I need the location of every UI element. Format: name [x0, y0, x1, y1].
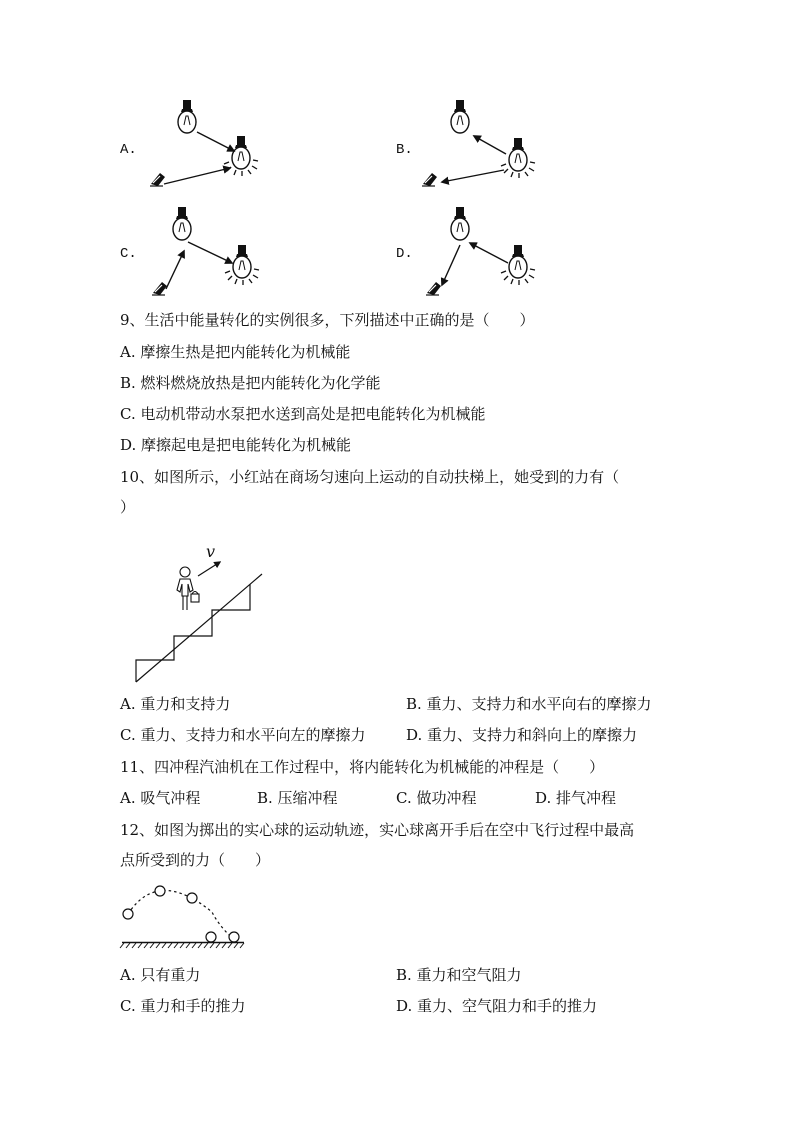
q10-option-c: C. 重力、支持力和水平向左的摩擦力	[120, 726, 366, 744]
q9-option-c: C. 电动机带动水泵把水送到高处是把电能转化为机械能	[120, 405, 486, 423]
q10-option-d: D. 重力、支持力和斜向上的摩擦力	[406, 726, 638, 744]
q12-option-a: A. 只有重力	[120, 966, 201, 984]
q11-option-a: A. 吸气冲程	[120, 789, 201, 807]
q11-stem: 11、四冲程汽油机在工作过程中，将内能转化为机械能的冲程是（ ）	[120, 758, 605, 776]
q11-option-d: D. 排气冲程	[535, 789, 617, 807]
q12-stem-line1: 12、如图为掷出的实心球的运动轨迹，实心球离开手后在空中飞行过程中最高	[120, 821, 635, 839]
q8-option-d-diagram	[420, 205, 550, 300]
q12-trajectory-figure	[118, 878, 248, 953]
q12-option-b: B. 重力和空气阻力	[396, 966, 522, 984]
q8-option-b-diagram	[420, 98, 550, 193]
q8-option-d-label: D.	[396, 246, 413, 262]
q10-option-a: A. 重力和支持力	[120, 695, 231, 713]
q9-option-d: D. 摩擦起电是把电能转化为机械能	[120, 436, 352, 454]
q8-option-a-diagram	[150, 98, 280, 193]
q10-option-b: B. 重力、支持力和水平向右的摩擦力	[406, 695, 652, 713]
q12-stem-line2: 点所受到的力（ ）	[120, 851, 271, 869]
q8-option-a-label: A.	[120, 142, 137, 158]
q12-option-c: C. 重力和手的推力	[120, 997, 246, 1015]
q11-option-c: C. 做功冲程	[396, 789, 477, 807]
velocity-label: v	[206, 542, 216, 561]
q12-option-d: D. 重力、空气阻力和手的推力	[396, 997, 598, 1015]
q10-stem-line2: ）	[120, 498, 136, 516]
q8-option-c-diagram	[150, 205, 280, 300]
q9-option-a: A. 摩擦生热是把内能转化为机械能	[120, 343, 351, 361]
q10-stem-line1: 10、如图所示，小红站在商场匀速向上运动的自动扶梯上，她受到的力有（	[120, 468, 620, 486]
q9-stem: 9、生活中能量转化的实例很多，下列描述中正确的是（ ）	[120, 311, 535, 329]
q11-option-b: B. 压缩冲程	[257, 789, 338, 807]
q10-escalator-figure	[130, 538, 270, 688]
q8-option-c-label: C.	[120, 246, 137, 262]
q8-option-b-label: B.	[396, 142, 413, 158]
q9-option-b: B. 燃料燃烧放热是把内能转化为化学能	[120, 374, 381, 392]
